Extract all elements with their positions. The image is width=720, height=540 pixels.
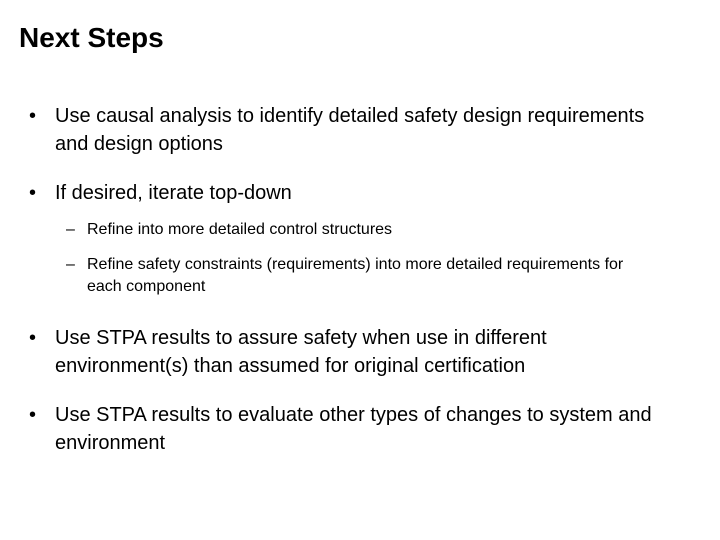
bullet-item [29, 179, 669, 207]
bullet-marker: • [29, 404, 37, 426]
sub-bullet-item [66, 254, 646, 298]
bullet-text: Use causal analysis to identify detailed safety design requirements and design options [55, 105, 645, 155]
bullet-text: Use STPA results to assure safety when use in different environment(s) than assumed for original certification [55, 327, 547, 377]
bullet-item [29, 401, 669, 457]
bullet-item [29, 102, 669, 158]
dash-marker: – [66, 256, 75, 273]
bullet-text: Use STPA results to evaluate other types of changes to system and environment [55, 404, 652, 454]
sub-bullet-item [66, 219, 646, 241]
bullet-marker: • [29, 182, 37, 204]
bullet-text: If desired, iterate top-down [55, 182, 292, 204]
bullet-marker: • [29, 105, 37, 127]
bullet-item [29, 324, 669, 380]
sub-bullet-text: Refine safety constraints (requirements) into more detailed requirements for each component [87, 256, 624, 295]
sub-bullet-text: Refine into more detailed control structures [87, 221, 393, 238]
bullet-marker: • [29, 327, 37, 349]
dash-marker: – [66, 221, 75, 238]
slide-title: Next Steps [19, 22, 164, 53]
